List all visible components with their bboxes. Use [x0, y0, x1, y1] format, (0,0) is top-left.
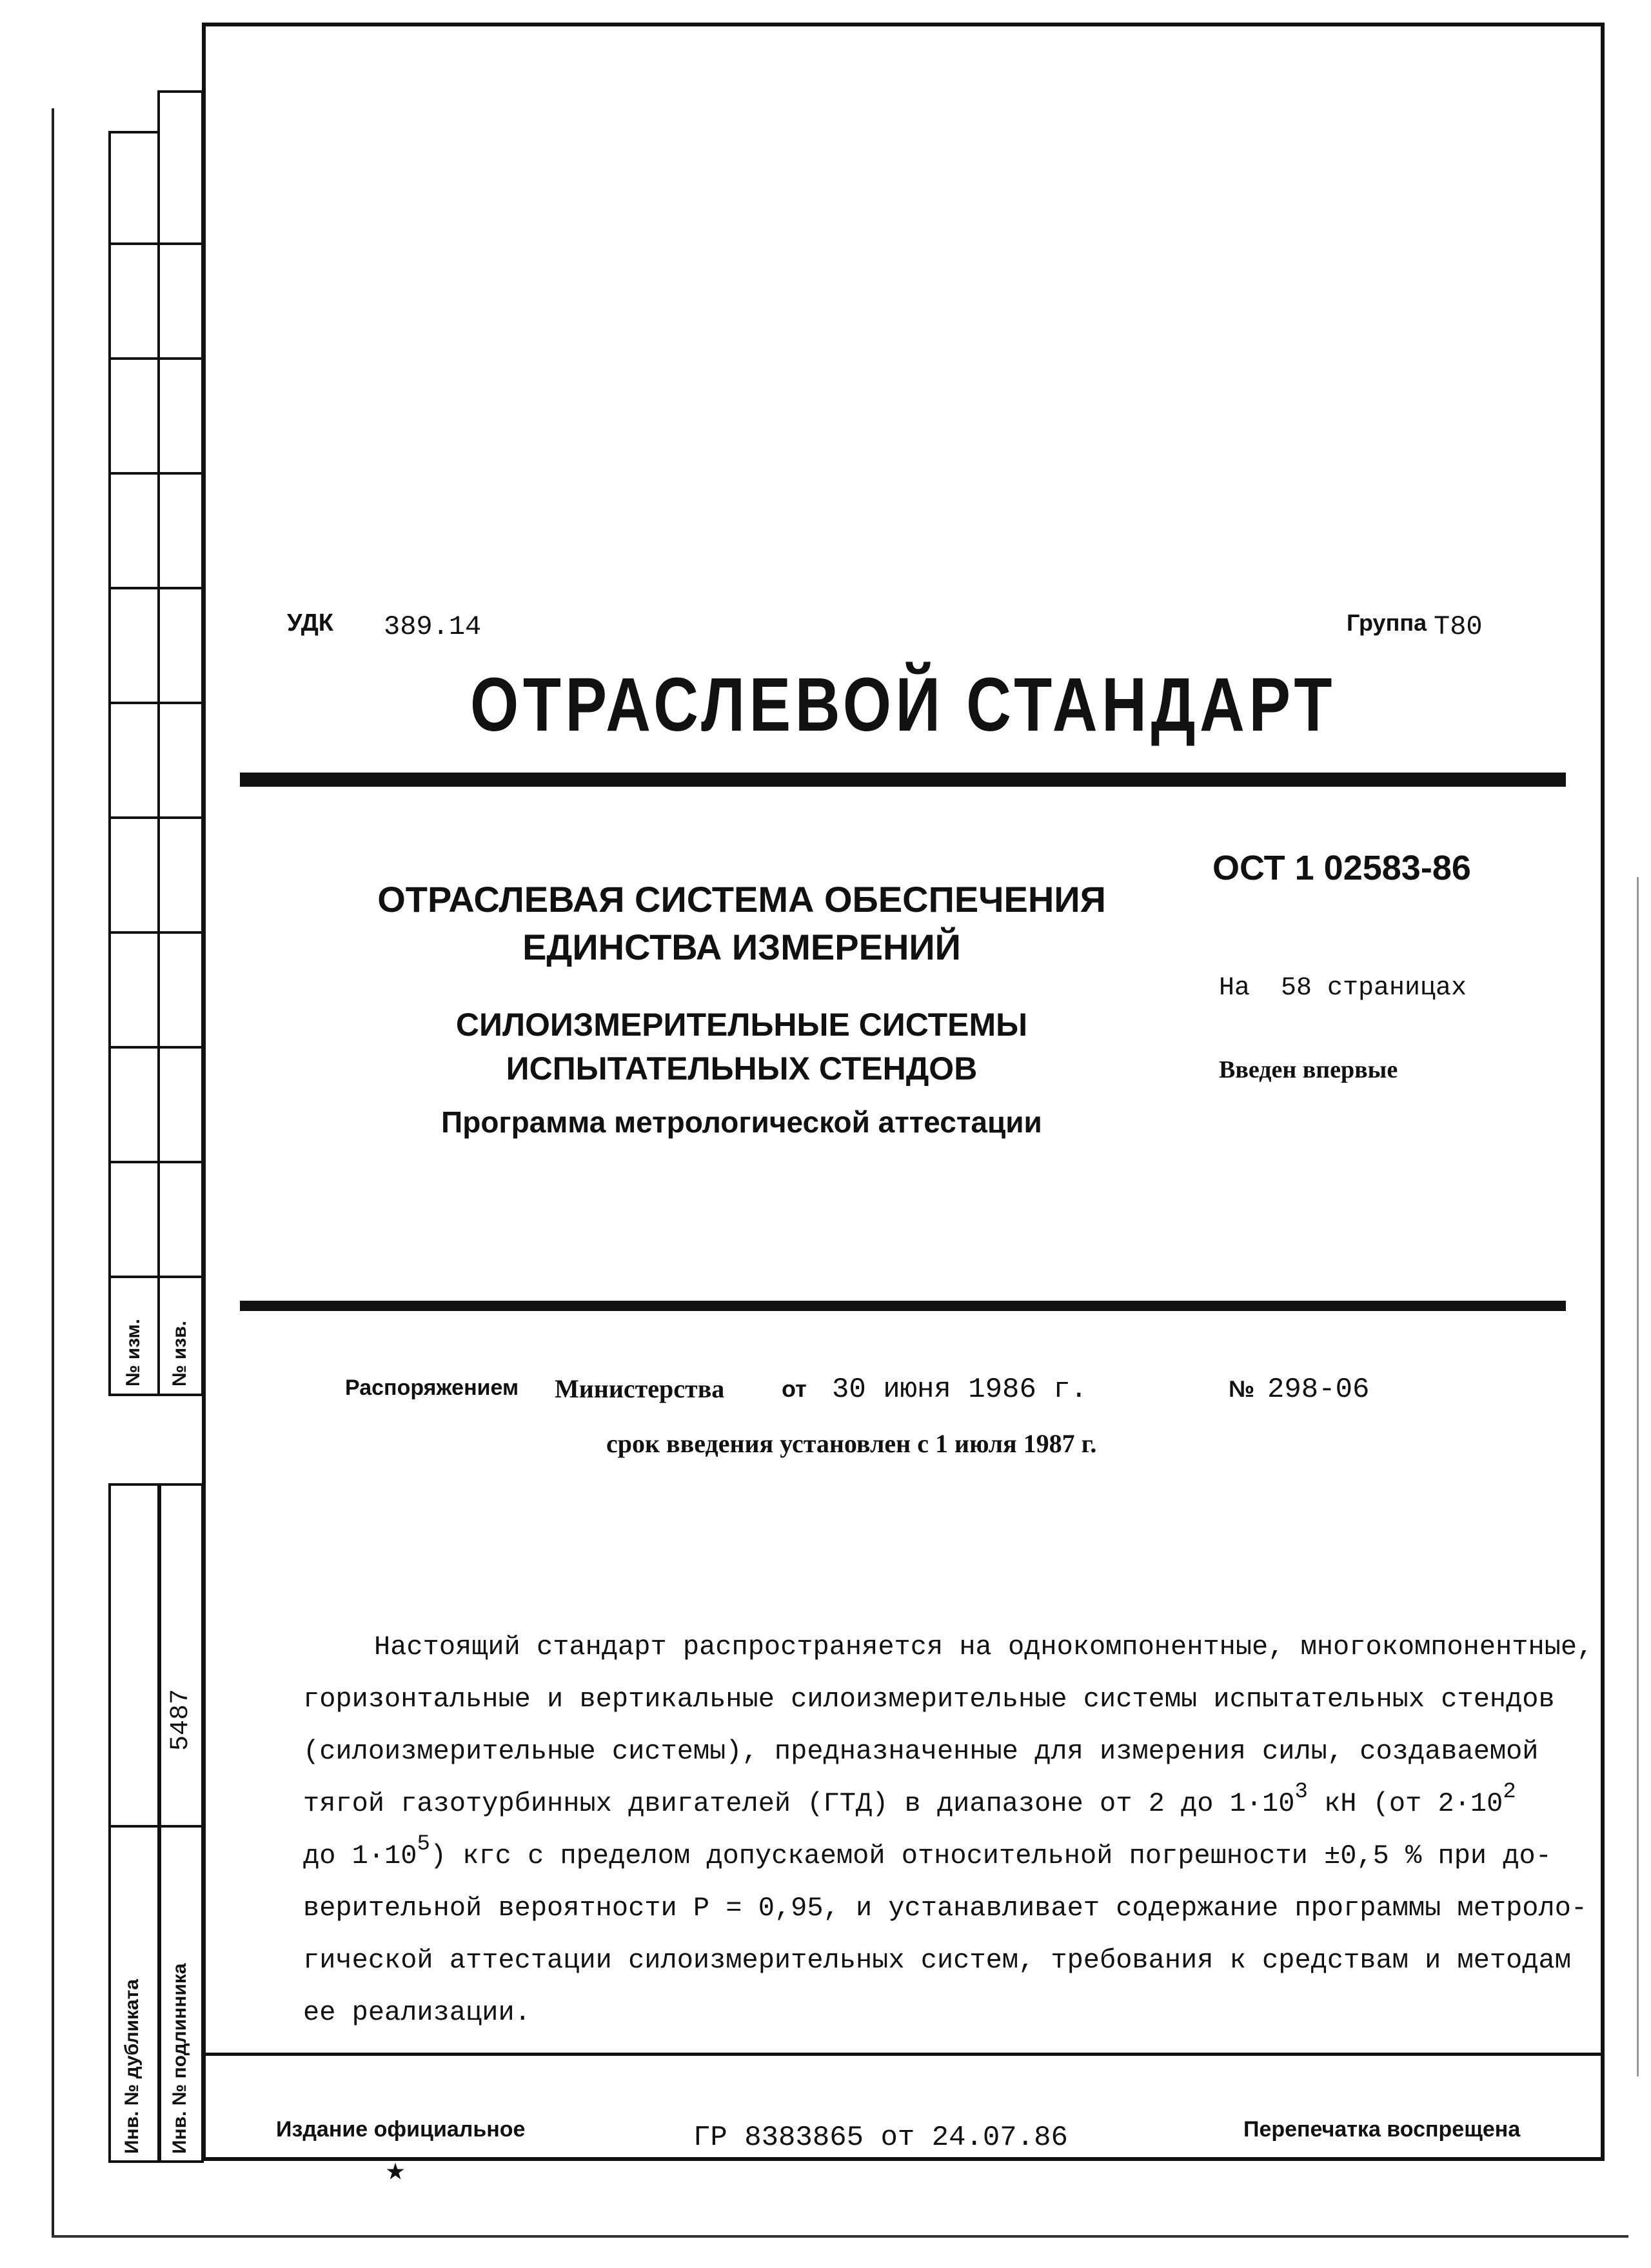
decree-number: 298-06: [1267, 1374, 1370, 1406]
body-line-5b: ) кгс с пределом допускаемой относительной погрешности ±0,5 % при до-: [430, 1840, 1552, 1871]
strip-divider: [108, 357, 204, 360]
page-title: ОТРАСЛЕВОЙ СТАНДАРТ: [470, 662, 1336, 747]
right-edge-line: [1637, 877, 1639, 2076]
body-line-7: гической аттестации силоизмерительных систем, требования к средствам и методам: [303, 1945, 1571, 1976]
decree-date: 30 июня 1986 г.: [832, 1374, 1088, 1406]
subject-line-1: ОТРАСЛЕВАЯ СИСТЕМА ОБЕСПЕЧЕНИЯ: [377, 879, 1106, 920]
change-no-label: № изм.: [123, 1319, 144, 1386]
outer-bottom-line: [52, 2235, 1628, 2238]
strip-divider: [108, 1825, 204, 1828]
standard-code: ОСТ 1 02583-86: [1212, 849, 1471, 887]
title-rule: [240, 773, 1566, 787]
subject-system-title: [322, 876, 1161, 971]
strip-divider: [108, 242, 204, 245]
strip-divider: [108, 1161, 204, 1163]
udk-value: 389.14: [384, 611, 482, 642]
edition-label: Издание официальное: [276, 2117, 526, 2142]
star-icon: ★: [386, 2153, 406, 2190]
decree-authority: Министерства: [555, 1374, 725, 1403]
strip-divider: [108, 931, 204, 934]
standard-status: Введен впервые: [1219, 1056, 1398, 1083]
subject-product-title: [322, 1003, 1161, 1090]
strip-divider: [108, 472, 204, 475]
group-label: Группа: [1347, 609, 1427, 636]
decree-label: Распоряжением: [345, 1376, 519, 1400]
body-line-6: верительной вероятности Р = 0,95, и устанавливает содержание программы метроло-: [303, 1893, 1588, 1924]
body-line-8: ее реализации.: [303, 1997, 531, 2028]
standard-pages: На 58 страницах: [1219, 974, 1467, 1003]
decree-effective: срок введения установлен с 1 июля 1987 г.: [606, 1429, 1097, 1458]
body-line-5a: до 1·10: [303, 1840, 417, 1871]
body-line-3: (силоизмерительные системы), предназначенные для измерения силы, создаваемой: [303, 1736, 1539, 1767]
registration-number: ГР 8383865 от 24.07.86: [693, 2122, 1068, 2154]
strip-divider: [108, 1276, 204, 1278]
body-line-2: горизонтальные и вертикальные силоизмерительные системы испытательных стендов: [303, 1684, 1555, 1715]
subject-program: Программа метрологической аттестации: [441, 1105, 1042, 1139]
udk-label: УДК: [287, 609, 333, 636]
duplicate-inv-label: Инв. № дубликата: [121, 1978, 143, 2154]
decree-from-label: от: [782, 1376, 807, 1402]
exponent: 3: [1294, 1780, 1308, 1804]
original-inv-number: 5487: [166, 1688, 195, 1751]
original-inv-label: Инв. № подлинника: [169, 1963, 190, 2154]
strip-divider: [108, 816, 204, 819]
strip-divider: [108, 702, 204, 704]
exponent: 5: [417, 1832, 430, 1857]
subject-line-4: ИСПЫТАТЕЛЬНЫХ СТЕНДОВ: [506, 1050, 978, 1087]
footer-rule: [202, 2053, 1605, 2056]
body-line-1: Настоящий стандарт распространяется на однокомпонентные, многокомпонентные,: [374, 1632, 1594, 1662]
section-rule: [240, 1301, 1566, 1311]
revision-strip-right: [157, 90, 204, 1396]
revision-strip-left: [108, 131, 159, 1396]
subject-line-2: ЕДИНСТВА ИЗМЕРЕНИЙ: [522, 927, 961, 967]
body-line-4b: кН (от 2·10: [1307, 1788, 1503, 1819]
strip-divider: [108, 1046, 204, 1049]
notice-no-label: № изв.: [169, 1321, 190, 1386]
outer-left-line: [52, 108, 54, 2236]
decree-number-label: №: [1229, 1376, 1255, 1402]
body-line-4a: тягой газотурбинных двигателей (ГТД) в диапазоне от 2 до 1·10: [303, 1788, 1295, 1819]
body-paragraph: [303, 1621, 1594, 2039]
subject-line-3: СИЛОИЗМЕРИТЕЛЬНЫЕ СИСТЕМЫ: [455, 1007, 1028, 1043]
body-line-4: [303, 1778, 1567, 1830]
strip-divider: [108, 587, 204, 589]
body-line-5: [303, 1830, 1567, 1882]
group-value: Т80: [1434, 611, 1483, 642]
exponent: 2: [1503, 1780, 1516, 1804]
reprint-notice: Перепечатка воспрещена: [1243, 2117, 1521, 2142]
